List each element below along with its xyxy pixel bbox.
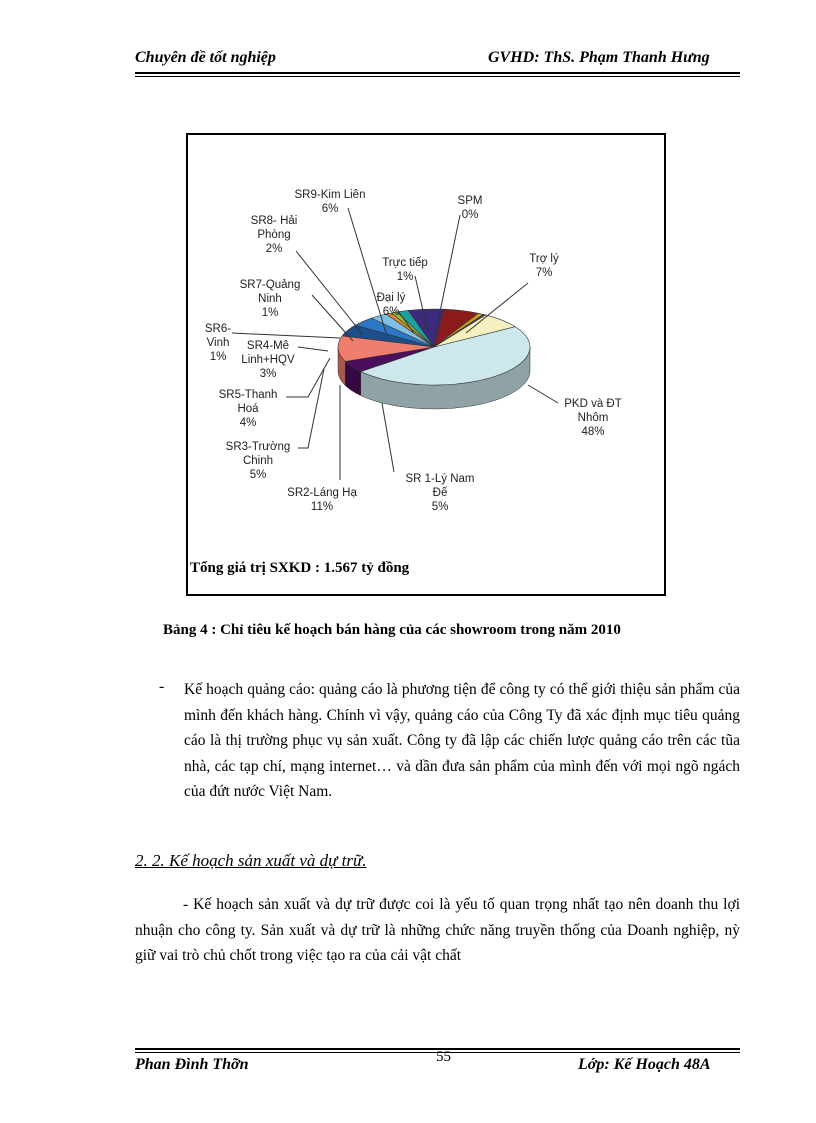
leader-pkd xyxy=(528,385,558,403)
label-daily: Đại lý 6% xyxy=(376,292,406,318)
leader-sr9 xyxy=(348,208,386,333)
pie-chart xyxy=(188,135,664,594)
footer-right: Lớp: Kế Hoạch 48A xyxy=(578,1056,711,1073)
paragraph-advertising: Kế hoạch quảng cáo: quảng cáo là phương tiện để công ty có thể giới thiệu sản phẩm của mình đến khách hàng. Chính vì vậy, quảng cáo của Công Ty đã xác định mục tiêu quảng cáo là thị trường phục vụ sản xuất. Công ty đã lập các chiến lược quảng cáo trên các tũa nhà, các tạp chí, mạng internet… và dần đưa sản phẩm của mình đến với mọi ngõ ngách của đứt nước Việt Nam. xyxy=(184,681,740,800)
pie-chart-frame xyxy=(186,133,666,596)
leader-sr4 xyxy=(298,347,328,351)
label-pkd: PKD và ĐT Nhôm 48% xyxy=(564,398,622,438)
label-sr5: SR5-Thanh Hoá 4% xyxy=(218,389,278,429)
label-sr6: SR6-Vinh 1% xyxy=(204,323,232,363)
footer-left: Phan Đình Thỡn xyxy=(135,1056,249,1073)
label-sr1: SR 1-Lý Nam Đế 5% xyxy=(405,473,475,513)
leader-sr8 xyxy=(296,251,363,335)
leader-sr6 xyxy=(232,333,340,338)
leader-sr3 xyxy=(298,369,324,448)
label-sr9: SR9-Kim Liên 6% xyxy=(294,189,366,215)
paragraph-production: - Kế hoạch sản xuất và dự trữ được coi là yếu tố quan trọng nhất tạo nên doanh thu lợi nhuận cho công ty. Sản xuất và dự trữ là những chức năng truyền thống của Doanh nghiệp, nỳ giữ vai trò chủ chốt trong việc tạo ra của cải vật chất xyxy=(135,896,740,964)
header-rule xyxy=(135,72,740,74)
label-spm: SPM 0% xyxy=(457,195,483,221)
leader-sr1 xyxy=(382,403,394,472)
page-number: 55 xyxy=(436,1049,451,1065)
header-rule-thin xyxy=(135,76,740,77)
label-sr2: SR2-Láng Hạ 11% xyxy=(287,487,357,513)
label-sr4: SR4-Mê Linh+HQV 3% xyxy=(241,340,295,380)
leader-sr7 xyxy=(312,295,353,341)
table-caption: Bảng 4 : Chỉ tiêu kế hoạch bán hàng của các showroom trong năm 2010 xyxy=(163,622,621,638)
label-sr8: SR8- Hải Phòng 2% xyxy=(250,215,298,255)
header-right: GVHD: ThS. Phạm Thanh Hưng xyxy=(488,49,710,66)
bullet-marker: - xyxy=(159,678,165,695)
section-heading: 2. 2. Kế hoạch sản xuất và dự trữ. xyxy=(135,851,367,870)
pie-slices xyxy=(338,309,530,385)
label-troly: Trợ lý 7% xyxy=(529,253,559,279)
chart-total-text: Tổng giá trị SXKD : 1.567 tỷ đồng xyxy=(190,560,410,576)
label-sr3: SR3-Trường Chinh 5% xyxy=(225,441,291,481)
label-sr7: SR7-Quảng Ninh 1% xyxy=(239,279,301,319)
header-left: Chuyên đề tốt nghiệp xyxy=(135,49,276,66)
label-tt: Trực tiếp 1% xyxy=(382,257,428,283)
